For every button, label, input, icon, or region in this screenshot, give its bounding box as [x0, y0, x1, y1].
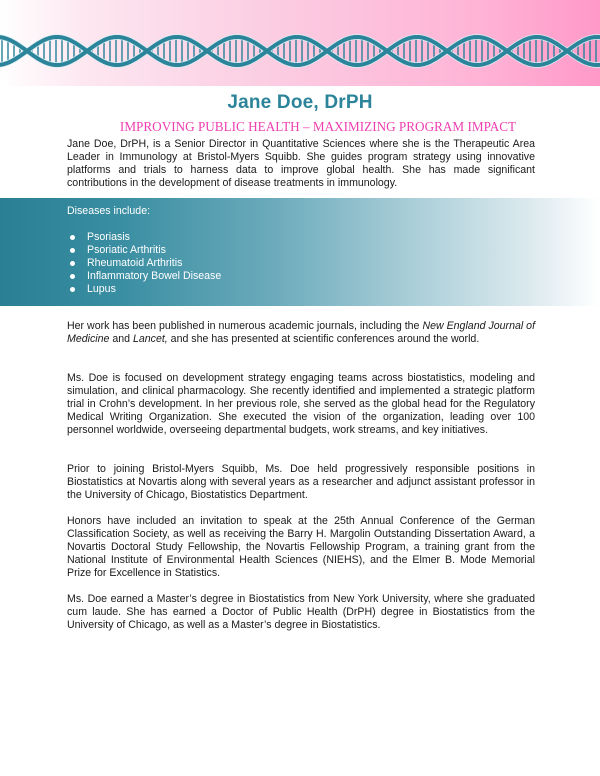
journal-name: New England Journal of Medicine [67, 320, 536, 345]
bullet-icon [70, 287, 75, 292]
education-paragraph: Ms. Doe earned a Master’s degree in Biostatistics from New York University, where she graduated cum laude. She has earned a Doctor of Public Health (DrPH) degree in Biostatistics from the University of Chicago, as well as a Master’s degree in Biostatistics. [67, 593, 535, 631]
page-tagline: IMPROVING PUBLIC HEALTH – MAXIMIZING PROGRAM IMPACT [119, 119, 517, 134]
list-item-label: Psoriatic Arthritis [87, 244, 166, 256]
header-banner [0, 0, 600, 86]
list-item-label: Rheumatoid Arthritis [87, 257, 183, 269]
list-item [67, 270, 221, 283]
list-item-label: Lupus [87, 283, 116, 295]
intro-paragraph: Jane Doe, DrPH, is a Senior Director in Quantitative Sciences where she is the Therapeutic Area Leader in Immunology at Bristol-Myers Squibb. She guides program strategy using innovative platforms and trials to harness data to improve global health. She has made significant contributions in the development of disease treatments in immunology. [67, 138, 535, 189]
dna-helix-icon [0, 0, 600, 86]
bullet-icon [70, 248, 75, 253]
list-item-label: Inflammatory Bowel Disease [87, 270, 222, 282]
prior-paragraph: Prior to joining Bristol-Myers Squibb, Ms. Doe held progressively responsible positions in Biostatistics at Novartis along with several years as a researcher and adjunct assistant professor in the University of Chicago, Biostatistics Department. [67, 463, 535, 501]
diseases-panel [0, 198, 600, 306]
journal-name: Lancet, [132, 333, 168, 345]
text: Her work has been published in numerous academic journals, including the [67, 320, 423, 332]
diseases-list [67, 231, 221, 296]
list-item [67, 283, 221, 296]
honors-paragraph: Honors have included an invitation to speak at the 25th Annual Conference of the German Classification Society, as well as receiving the Barry H. Margolin Outstanding Dissertation Award, a Novartis Doctoral Study Fellowship, the Novartis Fellowship Program, a training grant from the National Institute of Environmental Health Sciences (NIEHS), and the Elmer B. Mode Memorial Prize for Excellence in Statistics. [67, 515, 535, 579]
diseases-label: Diseases include: [67, 205, 151, 217]
list-item [67, 257, 221, 270]
text: and [109, 333, 133, 345]
text: and she has presented at scientific conferences around the world. [167, 333, 480, 345]
list-item-label: Psoriasis [87, 231, 130, 243]
bullet-icon [70, 235, 75, 240]
focus-paragraph: Ms. Doe is focused on development strategy engaging teams across biostatistics, modeling and simulation, and clinical pharmacology. She recently identified and implemented a strategic platform trial in Crohn’s development. In her previous role, she served as the global head for the Regulatory Medical Writing Organization. She executed the vision of the organization, leading over 100 personnel worldwide, overseeing departmental budgets, work streams, and key initiatives. [67, 372, 535, 436]
page-title: Jane Doe, DrPH [227, 92, 373, 113]
list-item [67, 231, 221, 244]
bullet-icon [70, 274, 75, 279]
publications-paragraph [67, 320, 535, 346]
bullet-icon [70, 261, 75, 266]
list-item [67, 244, 221, 257]
